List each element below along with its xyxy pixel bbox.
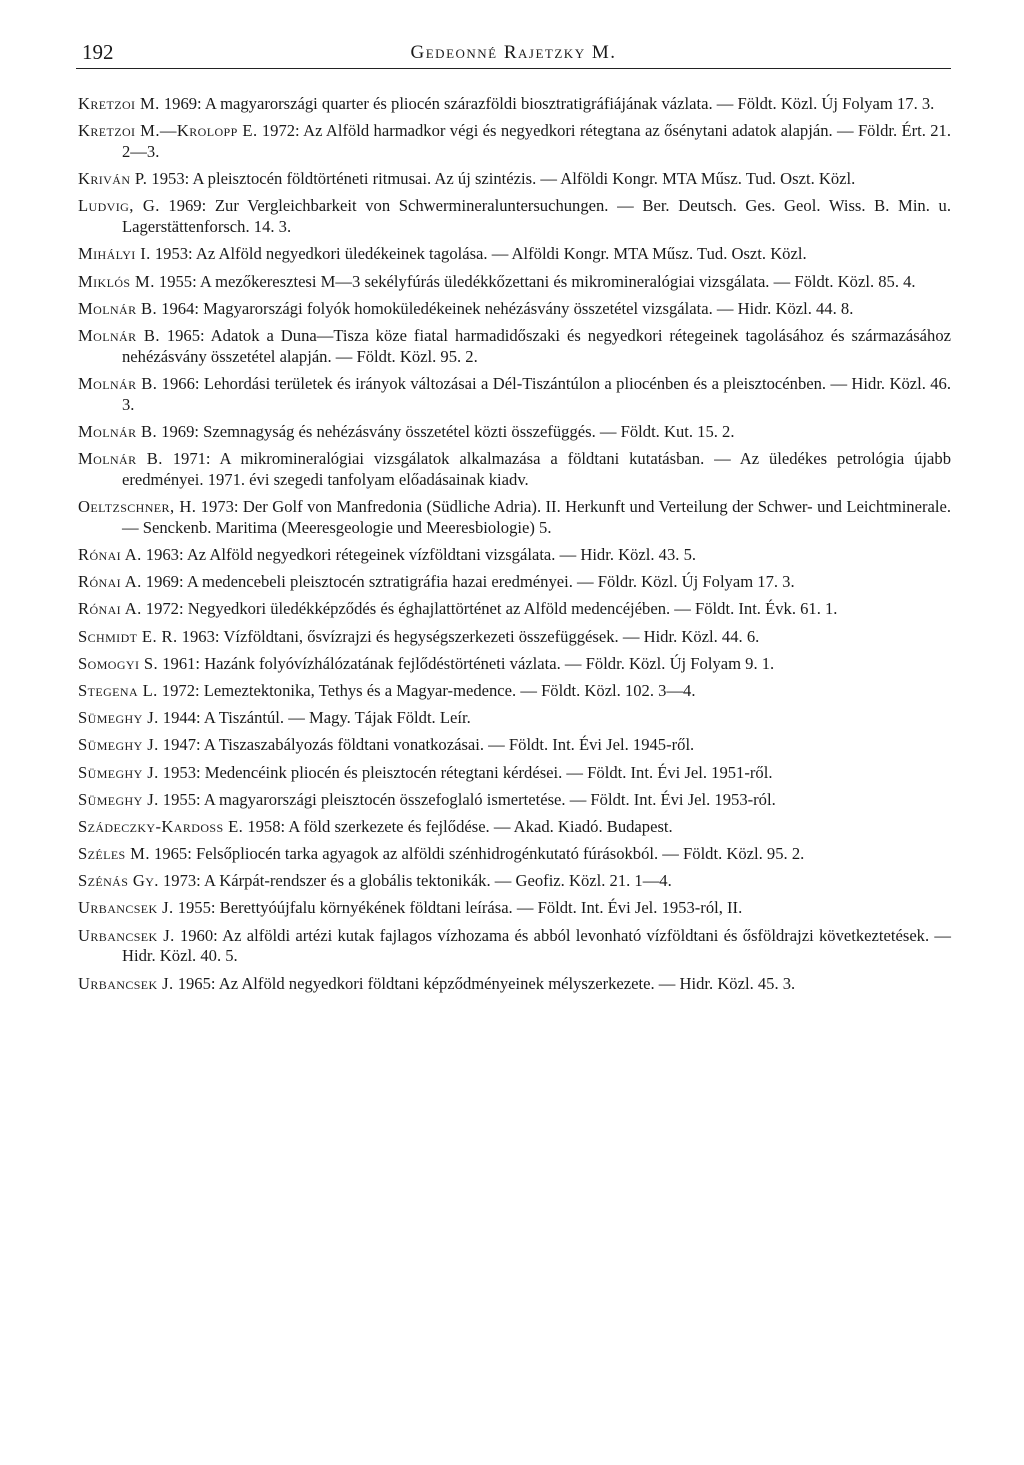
reference-text: 1971: A mikromineralógiai vizsgálatok alkalmazása a földtani kutatásban. — Az üledékes petrológia újabb eredményei. 1971. évi szegedi tanfolyam előadásainak kiadv. [122,449,951,489]
reference-author: Sümeghy J. [78,735,159,755]
reference-entry [78,326,951,368]
reference-author: Urbancsek J. [78,898,174,918]
reference-author: Szénás Gy. [78,871,159,891]
reference-entry [78,898,951,919]
reference-entry [78,790,951,811]
reference-entry [78,374,951,416]
reference-text: 1963: Az Alföld negyedkori rétegeinek vízföldtani vizsgálata. — Hidr. Közl. 43. 5. [141,545,697,565]
reference-entry [78,272,951,293]
reference-entry [78,572,951,593]
reference-author: Sümeghy J. [78,708,159,728]
reference-text: 1965: Adatok a Duna—Tisza köze fiatal harmadidőszaki és negyedkori rétegeinek tagolásához és származásához nehézásvány összetétel alapján. — Földt. Közl. 95. 2. [122,325,952,366]
reference-text: 1944: A Tiszántúl. — Magy. Tájak Földt. Leír. [158,708,471,728]
reference-entry [78,599,951,620]
reference-text: 1969: Szemnagyság és nehézásvány összetétel közti összefüggés. — Földt. Kut. 15. 2. [157,421,735,441]
reference-author: Szádeczky-Kardoss E. [78,816,244,836]
reference-text: 1973: Der Golf von Manfredonia (Südliche Adria). II. Herkunft und Verteilung der Schwer- und Leichtminerale. — Senckenb. Maritima (Meeresgeologie und Meeresbiologie) 5. [122,497,951,537]
reference-entry [78,817,951,838]
reference-text: 1958: A föld szerkezete és fejlődése. — Akad. Kiadó. Budapest. [243,816,673,836]
reference-author: Molnár B. [78,298,158,318]
reference-text: 1953: Medencéink pliocén és pleisztocén rétegtani kérdései. — Földt. Int. Évi Jel. 1951-ről. [158,762,773,782]
reference-text: 1960: Az alföldi artézi kutak fajlagos vízhozama és abból levonható vízföldtani és ősföldrajzi következtetések. — Hidr. Közl. 40. 5. [122,925,951,966]
reference-text: 1965: Az Alföld negyedkori földtani képződményeinek mélyszerkezete. — Hidr. Közl. 45. 3. [173,973,796,993]
reference-text: 1964: Magyarországi folyók homoküledékeinek nehézásvány összetétel vizsgálata. — Hidr. Közl. 44. 8. [157,298,854,318]
reference-text: 1953: Az Alföld negyedkori üledékeinek tagolása. — Alföldi Kongr. MTA Műsz. Tud. Oszt. Közl. [150,244,807,264]
reference-text: 1955: Berettyóújfalu környékének földtani leírása. — Földt. Int. Évi Jel. 1953-ról, II. [173,898,743,918]
reference-author: Rónai A. [78,545,142,565]
reference-entry [78,844,951,865]
reference-author: Molnár B. [78,373,158,393]
reference-entry [78,735,951,756]
reference-text: 1961: Hazánk folyóvízhálózatának fejlődéstörténeti vázlata. — Földr. Közl. Új Folyam 9. 1. [158,653,775,673]
reference-text: 1947: A Tiszaszabályozás földtani vonatkozásai. — Földt. Int. Évi Jel. 1945-ről. [158,735,695,755]
reference-text: 1969: A magyarországi quarter és pliocén szárazföldi biosztratigráfiájának vázlata. — Földt. Közl. Új Folyam 17. 3. [159,94,935,113]
reference-text: 1969: A medencebeli pleisztocén sztratigráfia hazai eredményei. — Földr. Közl. Új Folyam 17. 3. [141,572,795,592]
reference-text: 1969: Zur Vergleichbarkeit von Schwermineraluntersuchungen. — Ber. Deutsch. Ges. Geol. Wiss. B. Min. u. Lagerstättenforsch. 14. 3. [122,196,951,237]
reference-author: Molnár B. [78,421,158,441]
page-header [76,38,951,69]
reference-author: Schmidt E. R. [78,626,178,646]
reference-author: Sümeghy J. [78,789,159,809]
reference-text: 1963: Vízföldtani, ősvízrajzi és hegységszerkezeti összefüggések. — Hidr. Közl. 44. 6. [177,626,760,646]
page-number: 192 [82,40,114,64]
reference-entry [78,169,951,190]
reference-text: 1972: Az Alföld harmadkor végi és negyedkori rétegtana az ősénytani adatok alapján. — Földr. Ért. 21. 2—3. [122,121,951,161]
reference-entry [78,299,951,320]
reference-entry [78,196,951,238]
reference-text: 1953: A pleisztocén földtörténeti ritmusai. Az új szintézis. — Alföldi Kongr. MTA Műsz. Tud. Oszt. Közl. [147,169,856,189]
reference-author: Széles M. [78,844,150,864]
reference-entry [78,627,951,648]
reference-author: Molnár B. [78,325,160,345]
reference-text: 1966: Lehordási területek és irányok változásai a Dél-Tiszántúlon a pliocénben és a pleisztocénben. — Hidr. Közl. 46. 3. [122,373,951,414]
reference-entry [78,94,951,115]
reference-author: Sümeghy J. [78,762,159,782]
reference-author: Rónai A. [78,572,142,592]
reference-author: Miklós M. [78,271,155,291]
reference-entry [78,708,951,729]
reference-author: Kriván P. [78,169,148,189]
reference-author: Oeltzschner, H. [78,497,197,517]
reference-text: 1955: A magyarországi pleisztocén összefoglaló ismertetése. — Földt. Int. Évi Jel. 1953-ról. [158,789,776,809]
reference-entry [78,449,951,491]
reference-entry [78,545,951,566]
reference-entry [78,654,951,675]
reference-author: Somogyi S. [78,653,159,673]
running-title: Gedeonné Rajetzky M. [410,42,617,63]
reference-entry [78,422,951,443]
reference-author: Molnár B. [78,449,163,469]
reference-author: Stegena L. [78,680,158,700]
reference-entry [78,974,951,995]
reference-entry [78,121,951,163]
reference-text: 1972: Lemeztektonika, Tethys és a Magyar-medence. — Földt. Közl. 102. 3—4. [157,680,696,700]
reference-entry [78,926,951,968]
reference-entry [78,763,951,784]
reference-author: Urbancsek J. [78,925,175,945]
reference-text: 1972: Negyedkori üledékképződés és éghajlattörténet az Alföld medencéjében. — Földt. Int. Évk. 61. 1. [141,599,838,619]
reference-author: Kretzoi M. [78,94,160,113]
reference-author: Rónai A. [78,599,142,619]
reference-text: 1973: A Kárpát-rendszer és a globális tektonikák. — Geofiz. Közl. 21. 1—4. [158,871,672,891]
reference-author: Kretzoi M.—Krolopp E. [78,121,258,141]
reference-list [78,94,951,1001]
reference-author: Ludvig, G. [78,196,160,216]
reference-text: 1965: Felsőpliocén tarka agyagok az alföldi szénhidrogénkutató fúrásokból. — Földt. Közl. 95. 2. [149,844,805,864]
reference-entry [78,497,951,539]
reference-text: 1955: A mezőkeresztesi M—3 sekélyfúrás üledékkőzettani és mikromineralógiai vizsgálata. — Földt. Közl. 85. 4. [154,271,916,291]
reference-entry [78,681,951,702]
reference-author: Mihályi I. [78,244,151,264]
reference-entry [78,871,951,892]
reference-author: Urbancsek J. [78,973,174,993]
reference-entry [78,244,951,265]
